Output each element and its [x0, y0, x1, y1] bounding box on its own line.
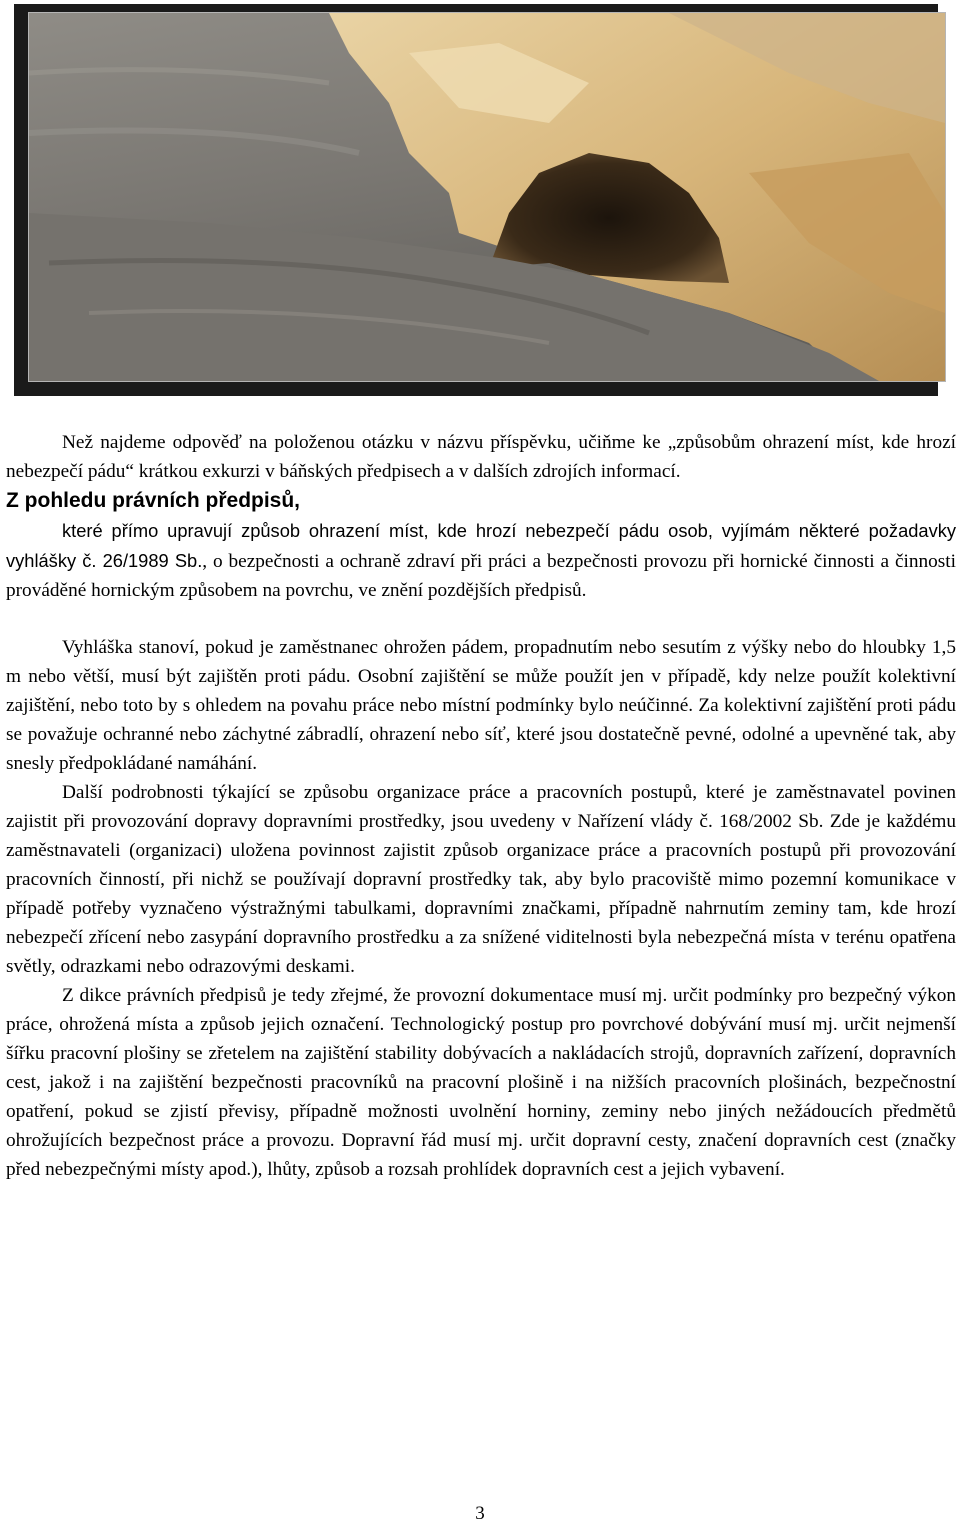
quarry-rock-illustration — [29, 13, 945, 381]
regulation-paragraph — [6, 516, 956, 605]
regulation-rest-text: , o bezpečnosti a ochraně zdraví při práci a bezpečnosti provozu při hornické činnosti a činnosti prováděné hornickým způsobem na povrchu, ve znění pozdějších předpisů. — [6, 551, 957, 601]
section-heading: Z pohledu právních předpisů, — [6, 489, 301, 512]
page-number: 3 — [475, 1503, 485, 1524]
regulation-intro-text: které přímo upravují způsob ohrazení míst, kde hrozí nebezpečí pádu osob, vyjímám některé požadavky vyhlášky č. 26/1989 Sb. — [6, 520, 956, 571]
conclusion-paragraph: Z dikce právních předpisů je tedy zřejmé, že provozní dokumentace musí mj. určit podmínky pro bezpečný výkon práce, ohrožená místa a způsob jejich označení. Technologický postup pro povrchové dobývání musí mj. určit nejmenší šířku pracovní plošiny se zřetelem na zajištění stability dobývacích a nakládacích strojů, dopravních zařízení, dopravních cest, jakož i na zajištění bezpečnosti pracovníků na pracovní plošině i na nižších pracovních plošinách, bezpečnostní opatření, pokud se zjistí převisy, případně možnosti uvolnění horniny, zeminy nebo jiných nežádoucích předmětů ohrožujících bezpečnost práce a provozu. Dopravní řád musí mj. určit dopravní cesty, značení dopravních cest (značky před nebezpečnými místy apod.), lhůty, způsob a rozsah prohlídek dopravních cest a jejich vybavení. — [6, 985, 956, 1180]
government-order-paragraph: Další podrobnosti týkající se způsobu organizace práce a pracovních postupů, které je zaměstnavatel povinen zajistit při provozování dopravy dopravními prostředky, jsou uvedeny v Nařízení vlády č. 168/2002 Sb. Zde je každému zaměstnavateli (organizaci) uložena povinnost zajistit způsob organizace práce a pracovních postupů při provozování pracovních činností, při nichž se používají dopravní prostředky tak, aby bylo pracoviště mimo pozemní komunikace v případě potřeby vyznačeno výstražnými tabulkami, dopravními značkami, případně nahrnutím zeminy tam, kde hrozí nebezpečí zřícení nebo zasypání dopravního prostředku a za snížené viditelnosti byla nebezpečná místa v terénu opatřena světly, odrazkami nebo odrazovými deskami. — [6, 782, 956, 977]
article-body — [6, 428, 956, 1184]
quarry-photo — [28, 12, 946, 382]
photo-frame — [14, 4, 938, 396]
intro-paragraph: Než najdeme odpověď na položenou otázku v názvu příspěvku, učiňme ke „způsobům ohrazení míst, kde hrozí nebezpečí pádu“ krátkou exkurzi v báňských předpisech a v dalších zdrojích informací. — [6, 432, 956, 482]
decree-paragraph: Vyhláška stanoví, pokud je zaměstnanec ohrožen pádem, propadnutím nebo sesutím z výšky nebo do hloubky 1,5 m nebo větší, musí být zajištěn proti pádu. Osobní zajištění se může použít jen v případě, kdy nelze použít kolektivní zajištění, nebo toto by s ohledem na povahu práce nebo místní podmínky bylo neúčinné. Za kolektivní zajištění proti pádu se považuje ochranné nebo záchytné zábradlí, ohrazení nebo síť, které jsou dostatečně pevné, odolné a upevněné tak, aby snesly předpokládané namáhání. — [6, 637, 956, 774]
